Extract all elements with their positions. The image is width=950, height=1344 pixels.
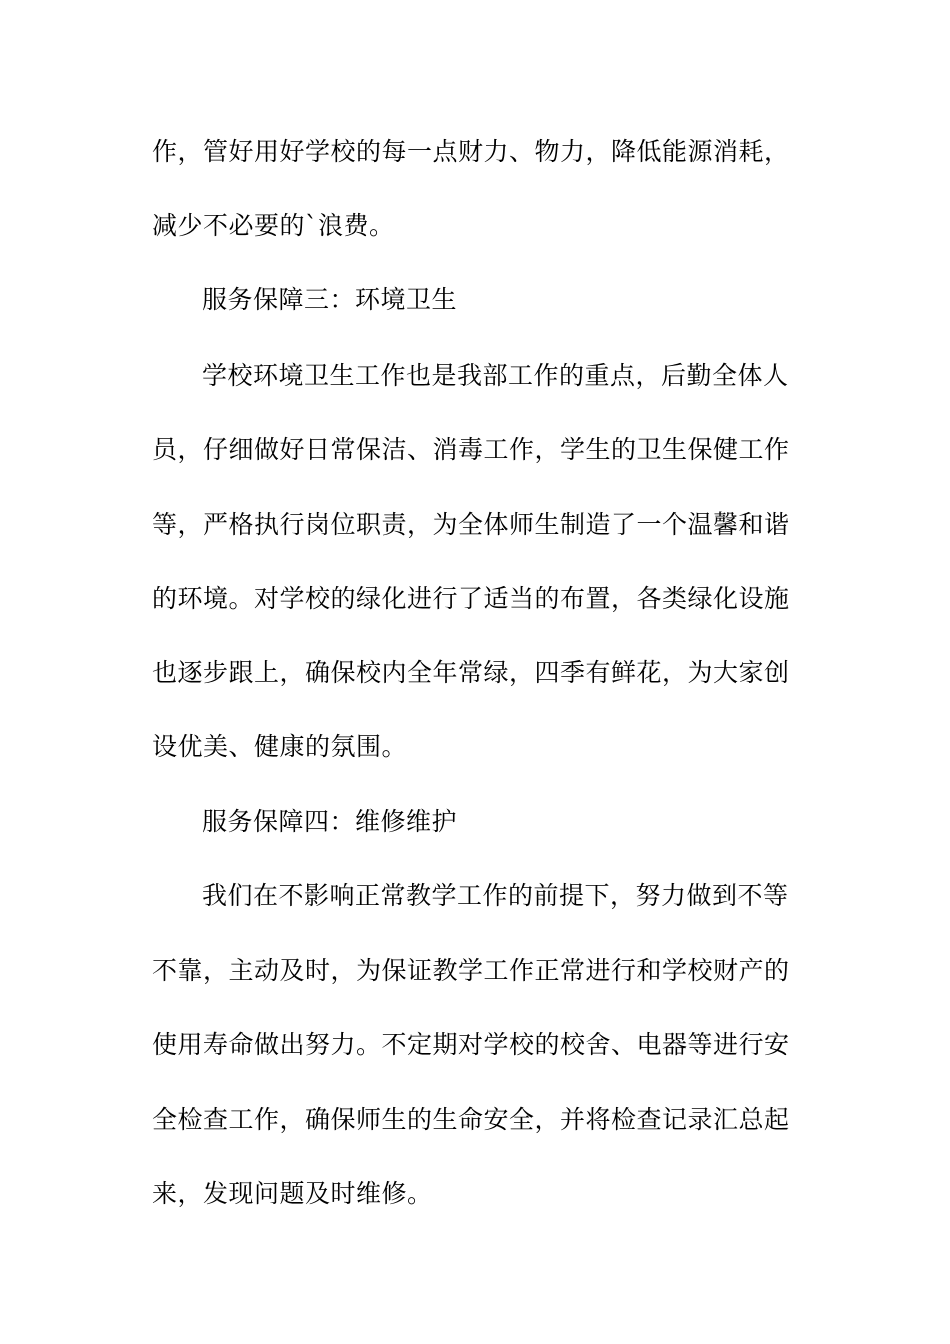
text-line: 来，发现问题及时维修。: [152, 1179, 433, 1208]
text-line: 减少不必要的`浪费。: [152, 211, 395, 240]
text-line: 等，严格执行岗位职责，为全体师生制造了一个温馨和谐: [152, 510, 790, 539]
text-line: 也逐步跟上，确保校内全年常绿，四季有鲜花，为大家创: [152, 658, 790, 687]
text-line: 我们在不影响正常教学工作的前提下，努力做到不等: [202, 881, 789, 910]
text-line: 使用寿命做出努力。不定期对学校的校舍、电器等进行安: [152, 1030, 790, 1059]
text-line: 的环境。对学校的绿化进行了适当的布置，各类绿化设施: [152, 584, 790, 613]
text-line: 全检查工作，确保师生的生命安全，并将检查记录汇总起: [152, 1105, 790, 1134]
text-line: 学校环境卫生工作也是我部工作的重点，后勤全体人: [202, 361, 789, 390]
text-line: 设优美、健康的氛围。: [152, 732, 408, 761]
text-line: 不靠，主动及时，为保证教学工作正常进行和学校财产的: [152, 956, 790, 985]
section-heading: 服务保障四：维修维护: [202, 807, 458, 836]
section-heading: 服务保障三：环境卫生: [202, 285, 458, 314]
text-line: 员，仔细做好日常保洁、消毒工作，学生的卫生保健工作: [152, 435, 790, 464]
text-line: 作，管好用好学校的每一点财力、物力，降低能源消耗，: [152, 137, 790, 166]
